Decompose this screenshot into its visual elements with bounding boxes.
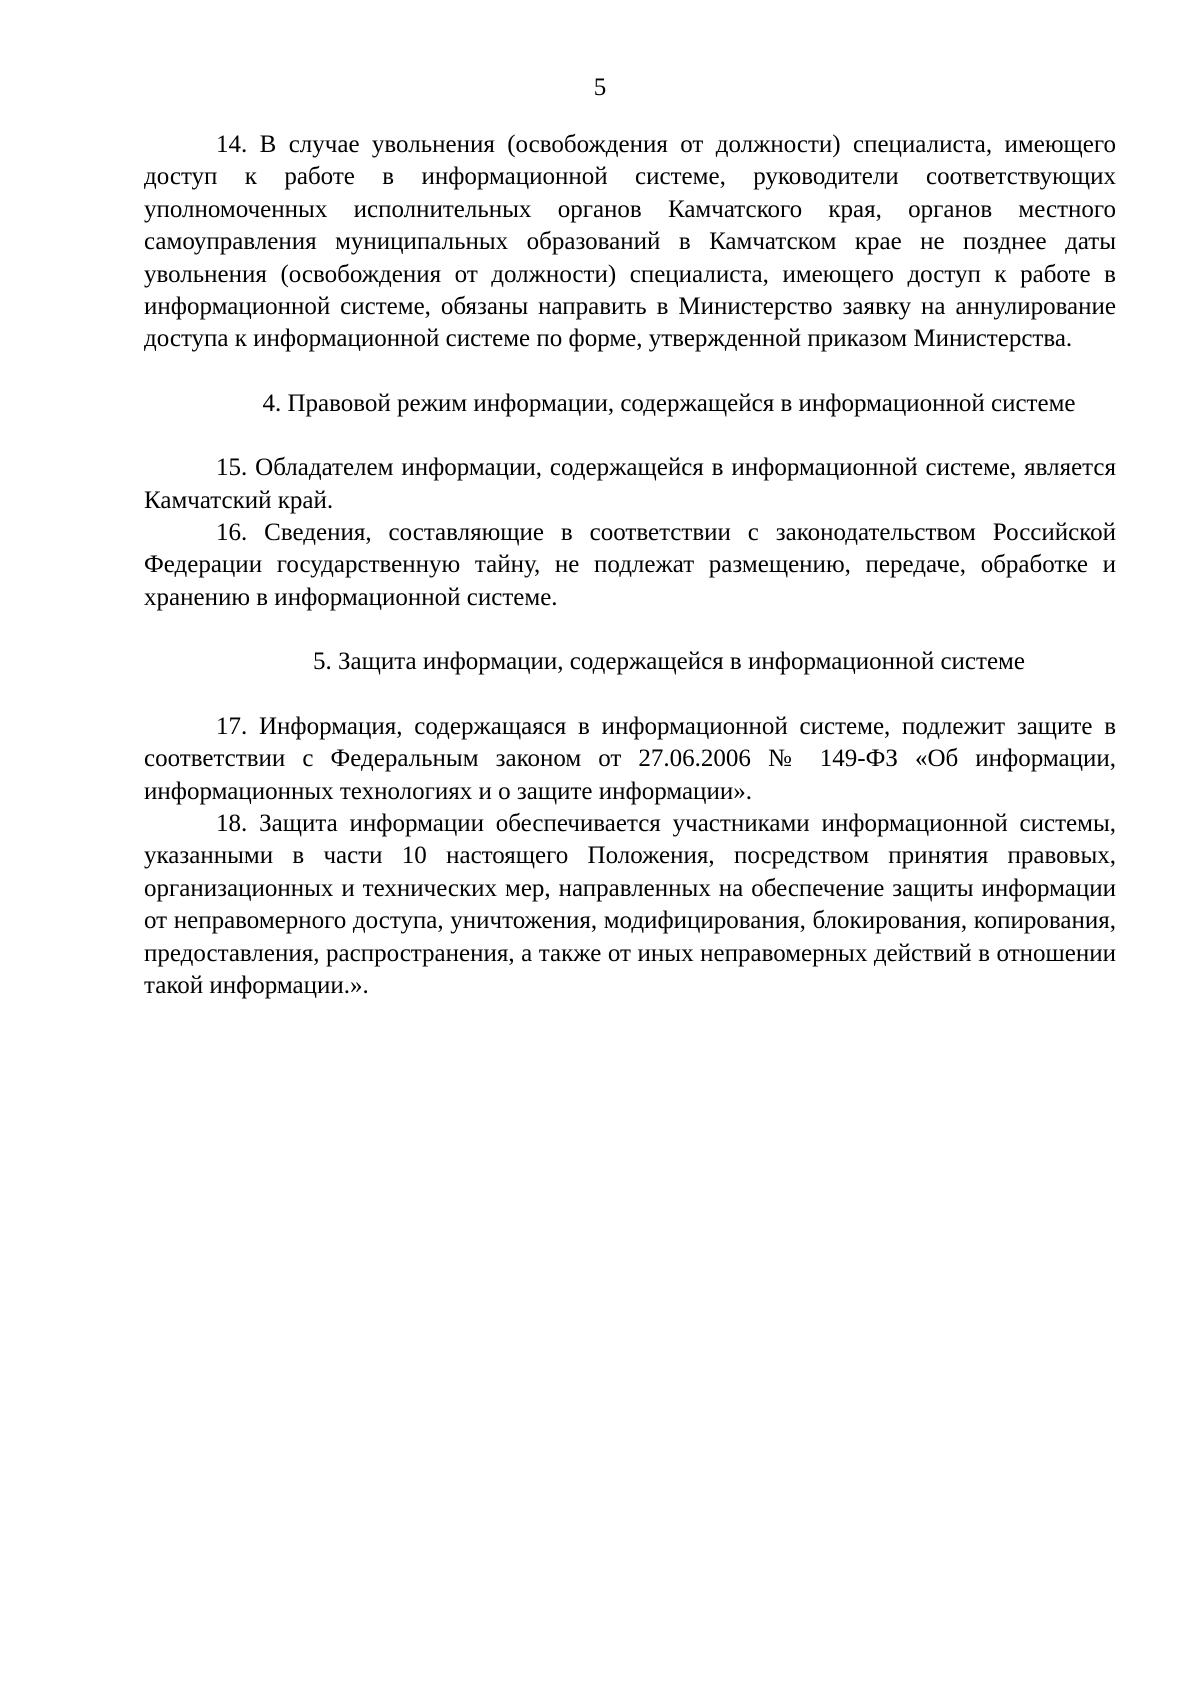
paragraph-18: 18. Защита информации обеспечивается участниками информационной системы, указанными в части 10 настоящего Положения, посредством принятия правовых, организационных и технических мер, направленных на обеспечение защиты информации от неправомерного доступа, уничтожения, модифицирования, блокирования, копирования, предоставления, распространения, а также от иных неправомерных действий в отношении такой информации.».	[144, 809, 1116, 999]
paragraph-16: 16. Сведения, составляющие в соответствии с законодательством Российской Федерации государственную тайну, не подлежат размещению, передаче, обработке и хранению в информационной системе.	[144, 519, 1116, 611]
paragraph-15: 15. Обладателем информации, содержащейся в информационной системе, является Камчатский край.	[144, 454, 1116, 514]
paragraph-17: 17. Информация, содержащаяся в информационной системе, подлежит защите в соответствии с Федеральным законом от 27.06.2006 № 149-ФЗ «Об информации, информационных технологиях и о защите информации».	[144, 712, 1116, 805]
section-5-heading: 5. Защита информации, содержащейся в информационной системе	[313, 648, 1025, 676]
document-body	[144, 129, 1116, 1002]
page-number: 5	[593, 74, 607, 101]
paragraph-14: 14. В случае увольнения (освобождения от должности) специалиста, имеющего доступ к работе в информационной системе, руководители соответствующих уполномоченных исполнительных органов Камчатского края, органов местного самоуправления муниципальных образований в Камчатском крае не позднее даты увольнения (освобождения от должности) специалиста, имеющего доступ к работе в информационной системе, обязаны направить в Министерство заявку на аннулирование доступа к информационной системе по форме, утвержденной приказом Министерства.	[144, 131, 1116, 353]
section-4-heading: 4. Правовой режим информации, содержащейся в информационной системе	[262, 389, 1076, 417]
